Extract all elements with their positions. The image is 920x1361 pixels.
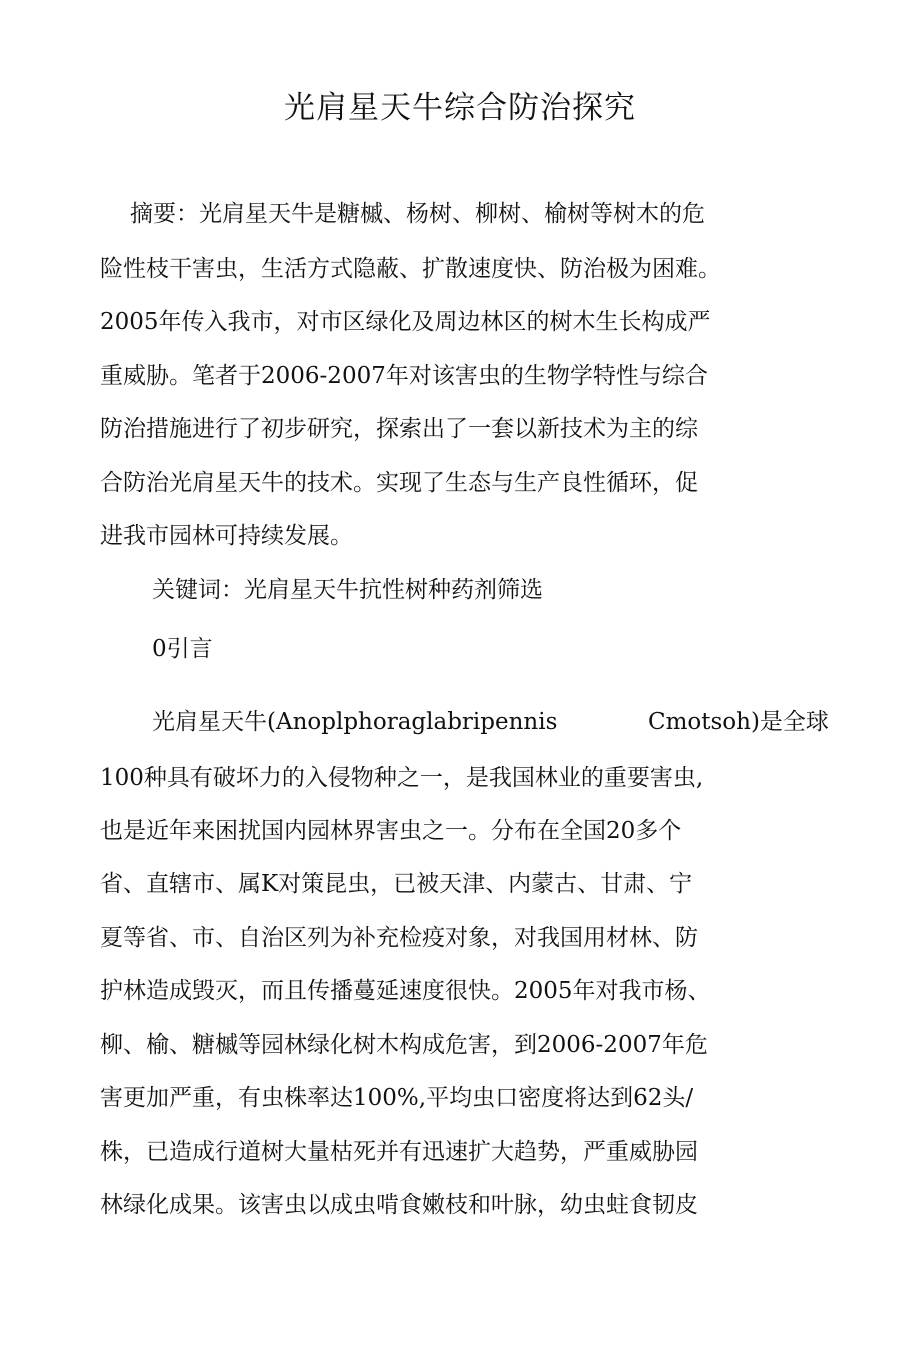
abstract-line: 重威胁。笔者于2006-2007年对该害虫的生物学特性与综合 — [100, 363, 708, 389]
abstract-line: 摘要：光肩星天牛是糖槭、杨树、柳树、榆树等树木的危 — [130, 201, 705, 227]
intro-line: 害更加严重，有虫株率达100%,平均虫口密度将达到62头/ — [100, 1085, 694, 1111]
document-title: 光肩星天牛综合防治探究 — [284, 90, 636, 126]
intro-line: 夏等省、市、自治区列为补充检疫对象，对我国用材林、防 — [100, 925, 698, 951]
intro-first-left: 光肩星天牛(Anoplphoraglabripennis — [152, 709, 558, 735]
abstract-line: 进我市园林可持续发展。 — [100, 523, 353, 549]
intro-first-line — [152, 706, 852, 738]
intro-first-right: Cmotsoh)是全球 — [648, 709, 829, 735]
intro-line: 也是近年来困扰国内园林界害虫之一。分布在全国20多个 — [100, 818, 682, 844]
keywords-line: 关键词：光肩星天牛抗性树种药剂筛选 — [152, 577, 543, 603]
intro-line: 省、直辖市、属K对策昆虫，已被天津、内蒙古、甘肃、宁 — [100, 871, 693, 897]
intro-line: 护林造成毁灭，而且传播蔓延速度很快。2005年对我市杨、 — [100, 978, 711, 1004]
abstract-line: 防治措施进行了初步研究，探索出了一套以新技术为主的综 — [100, 416, 698, 442]
abstract-line: 合防治光肩星天牛的技术。实现了生态与生产良性循环，促 — [100, 470, 698, 496]
intro-line: 100种具有破坏力的入侵物种之一，是我国林业的重要害虫, — [100, 765, 704, 791]
intro-line: 株，已造成行道树大量枯死并有迅速扩大趋势，严重威胁园 — [100, 1139, 698, 1165]
section-heading: 0引言 — [152, 636, 213, 662]
abstract-line: 险性枝干害虫，生活方式隐蔽、扩散速度快、防治极为困难。 — [100, 256, 721, 282]
intro-line: 柳、榆、糖槭等园林绿化树木构成危害，到2006-2007年危 — [100, 1032, 708, 1058]
intro-line: 林绿化成果。该害虫以成虫啃食嫩枝和叶脉，幼虫蛀食韧皮 — [100, 1192, 698, 1218]
abstract-line: 2005年传入我市，对市区绿化及周边林区的树木生长构成严 — [100, 309, 711, 335]
